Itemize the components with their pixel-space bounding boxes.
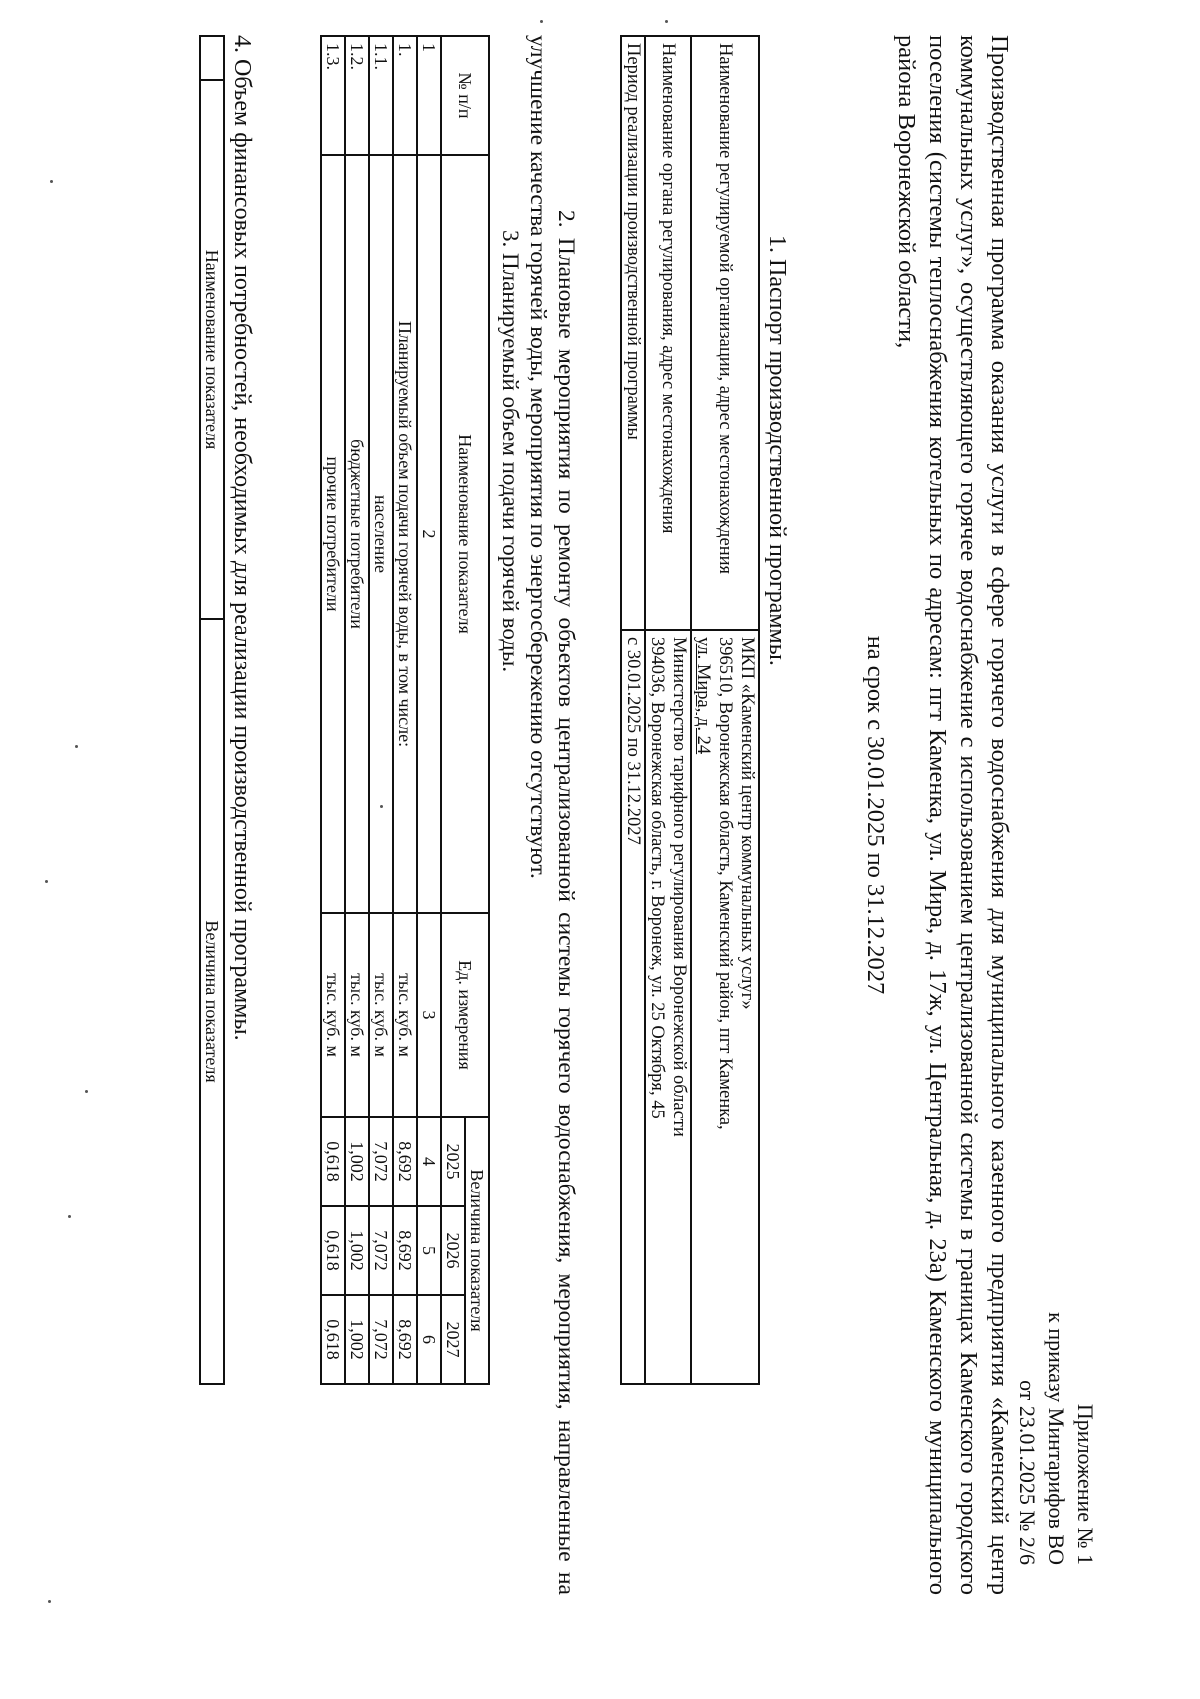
scan-speck [85,1090,88,1093]
row-num: 1.1. [369,36,393,155]
passport-value [645,630,691,1384]
table-row [621,36,645,1384]
scan-speck [665,20,668,23]
column-number: 2 [417,155,441,913]
row-value-2027: 7,072 [369,1295,393,1384]
row-name: бюджетные потребители [345,155,369,913]
column-number: 5 [417,1206,441,1295]
row-value-2025: 1,002 [345,1117,369,1206]
table-row [691,36,759,1384]
passport-value: с 30.01.2025 по 31.12.2027 [621,630,645,1384]
section4-heading: 4. Объем финансовых потребностей, необходимых для реализации производственной программы. [229,35,255,1041]
title-term: на срок с 30.01.2025 по 31.12.2027 [862,635,889,995]
scan-speck [68,1215,71,1218]
row-value-2027: 0,618 [321,1295,345,1384]
row-num: 1.3. [321,36,345,155]
passport-value-line: 396510, Воронежская область, Каменский район, пгт Каменка, [715,637,735,1130]
section2-text: 2. Плановые мероприятия по ремонту объектов централизованной системы горячего водоснабжения, мероприятия, направленные на улучшение качества горячей воды, мероприятия по энергосбережению отсутствуют. [525,35,579,1595]
approval-line-1: Приложение № 1 [1073,1403,1098,1565]
row-value-2026: 0,618 [321,1206,345,1295]
table-row [393,36,417,1384]
col-header-year: 2027 [441,1295,465,1384]
row-value-2026: 7,072 [369,1206,393,1295]
row-value-2026: 1,002 [345,1206,369,1295]
row-value-2026: 8,692 [393,1206,417,1295]
passport-label: Период реализации производственной программы [621,36,645,630]
row-unit: тыс. куб. м [369,913,393,1117]
finance-col-header-name: Наименование показателя [200,80,224,619]
passport-value-line: Министерство тарифного регулирования Воронежской области [669,637,689,1137]
col-header-value-group: Величина показателя [465,1117,489,1384]
passport-value-line: ул. Мира, д. 24 [693,637,713,755]
section1-heading: 1. Паспорт производственной программы. [764,235,790,666]
row-value-2027: 8,692 [393,1295,417,1384]
finance-col-num [200,36,224,80]
col-header-year: 2025 [441,1117,465,1206]
scan-speck [48,1600,51,1603]
row-value-2025: 0,618 [321,1117,345,1206]
scan-speck [50,180,53,183]
passport-value-line: 394036, Воронежская область, г. Воронеж, ул. 25 Октября, 45 [647,637,667,1119]
title-text: Производственная программа оказания услуги в сфере горячего водоснабжения для муниципального казенного предприятия «Каменский центр коммунальных услуг», осуществляющего горячее водоснабжение с использованием централизованной системы в границах Каменского городского поселения (системы теплоснабжения котельных по адресам: пгт Каменка, ул. Мира, д. 17ж, ул. Центральная, д. 23а) Каменского муниципального района Воронежской области, [893,35,1013,1595]
row-value-2025: 7,072 [369,1117,393,1206]
table-row [345,36,369,1384]
passport-value-line: МКП «Каменский центр коммунальных услуг» [737,637,757,1010]
scan-speck [540,20,543,23]
col-header-num: № п/п [441,36,489,155]
row-unit: тыс. куб. м [393,913,417,1117]
table-row [369,36,393,1384]
approval-stamp-block [1013,1312,1100,1565]
table-row [645,36,691,1384]
scan-speck [75,745,78,748]
section3-heading: 3. Планируемый объем подачи горячей воды. [498,230,523,673]
approval-line-3: от 23.01.2025 № 2/6 [1015,1380,1040,1565]
col-header-name: Наименование показателя [441,155,489,913]
passport-label: Наименование органа регулирования, адрес местонахождения [645,36,691,630]
passport-label: Наименование регулируемой организации, адрес местонахождения [691,36,759,630]
column-number: 1 [417,36,441,155]
table-header-row [200,36,224,1384]
table-row [321,36,345,1384]
row-num: 1.2. [345,36,369,155]
passport-table [620,35,760,1385]
finance-col-header-value: Величина показателя [200,619,224,1384]
approval-line-2: к приказу Минтарифов ВО [1044,1312,1069,1565]
row-unit: тыс. куб. м [321,913,345,1117]
column-number: 4 [417,1117,441,1206]
document-sheet [125,15,1135,1595]
column-number: 3 [417,913,441,1117]
row-value-2027: 1,002 [345,1295,369,1384]
document-title [860,35,1015,1595]
row-name: прочие потребители [321,155,345,913]
row-num: 1. [393,36,417,155]
column-number-row [417,36,441,1384]
finance-table [199,35,225,1385]
row-name: Планируемый объем подачи горячей воды, в том числе: [393,155,417,913]
row-unit: тыс. куб. м [345,913,369,1117]
volume-table [320,35,490,1385]
col-header-unit: Ед. измерения [441,913,489,1117]
row-value-2025: 8,692 [393,1117,417,1206]
scan-speck [380,805,383,808]
column-number: 6 [417,1295,441,1384]
passport-value [691,630,759,1384]
scan-speck [45,880,48,883]
col-header-year: 2026 [441,1206,465,1295]
table-header-row [465,36,489,1384]
row-name: население [369,155,393,913]
